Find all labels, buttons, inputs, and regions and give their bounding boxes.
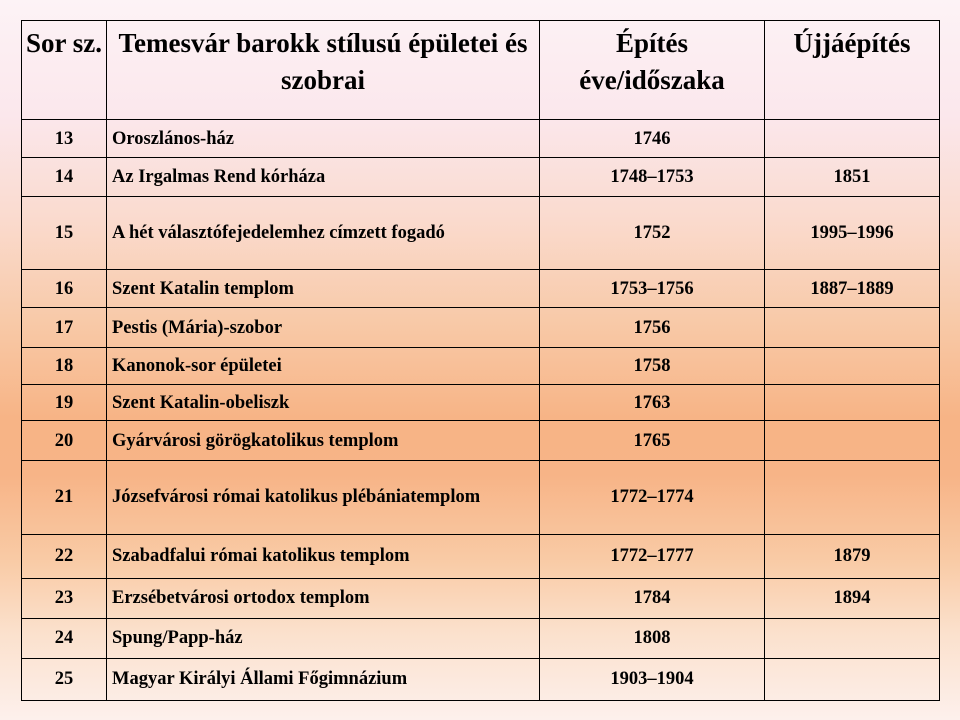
row-rebuilt (765, 348, 940, 385)
row-name: Az Irgalmas Rend kórháza (107, 158, 540, 197)
row-built: 1772–1774 (540, 460, 765, 534)
row-name: Erzsébetvárosi ortodox templom (107, 578, 540, 618)
table-row (22, 421, 940, 460)
row-number: 25 (22, 658, 107, 700)
row-rebuilt: 1894 (765, 578, 940, 618)
row-rebuilt (765, 308, 940, 348)
row-built: 1758 (540, 348, 765, 385)
row-rebuilt: 1879 (765, 534, 940, 578)
row-rebuilt (765, 385, 940, 421)
row-number: 19 (22, 385, 107, 421)
row-name: Spung/Papp-ház (107, 618, 540, 658)
row-rebuilt (765, 618, 940, 658)
table-row (22, 120, 940, 158)
row-built: 1752 (540, 197, 765, 270)
row-number: 13 (22, 120, 107, 158)
row-name: A hét választófejedelemhez címzett fogadó (107, 197, 540, 270)
table-row (22, 658, 940, 700)
row-rebuilt (765, 460, 940, 534)
row-name: Kanonok-sor épületei (107, 348, 540, 385)
header-number: Sor sz. (22, 21, 107, 120)
row-number: 16 (22, 270, 107, 308)
row-name: Szabadfalui római katolikus templom (107, 534, 540, 578)
row-rebuilt: 1887–1889 (765, 270, 940, 308)
table-row (22, 578, 940, 618)
table-row (22, 618, 940, 658)
row-number: 22 (22, 534, 107, 578)
row-number: 17 (22, 308, 107, 348)
row-rebuilt (765, 421, 940, 460)
header-rebuilt: Újjáépítés (765, 21, 940, 120)
table-row (22, 197, 940, 270)
row-number: 23 (22, 578, 107, 618)
row-rebuilt (765, 120, 940, 158)
row-number: 21 (22, 460, 107, 534)
row-built: 1808 (540, 618, 765, 658)
row-built: 1756 (540, 308, 765, 348)
table-row (22, 460, 940, 534)
row-built: 1772–1777 (540, 534, 765, 578)
table-row (22, 348, 940, 385)
row-name: Magyar Királyi Állami Főgimnázium (107, 658, 540, 700)
table-row (22, 270, 940, 308)
header-built: Építés éve/időszaka (540, 21, 765, 120)
row-number: 24 (22, 618, 107, 658)
row-rebuilt: 1995–1996 (765, 197, 940, 270)
header-row (22, 21, 940, 120)
table-row (22, 158, 940, 197)
row-built: 1753–1756 (540, 270, 765, 308)
row-built: 1763 (540, 385, 765, 421)
table-row (22, 534, 940, 578)
row-name: Józsefvárosi római katolikus plébániatemplom (107, 460, 540, 534)
row-built: 1746 (540, 120, 765, 158)
row-rebuilt: 1851 (765, 158, 940, 197)
row-name: Szent Katalin templom (107, 270, 540, 308)
row-number: 15 (22, 197, 107, 270)
row-name: Gyárvárosi görögkatolikus templom (107, 421, 540, 460)
row-name: Pestis (Mária)-szobor (107, 308, 540, 348)
row-rebuilt (765, 658, 940, 700)
table-row (22, 308, 940, 348)
row-number: 20 (22, 421, 107, 460)
row-name: Szent Katalin-obeliszk (107, 385, 540, 421)
row-number: 14 (22, 158, 107, 197)
row-built: 1903–1904 (540, 658, 765, 700)
table-row (22, 385, 940, 421)
row-built: 1765 (540, 421, 765, 460)
row-built: 1748–1753 (540, 158, 765, 197)
row-number: 18 (22, 348, 107, 385)
row-name: Oroszlános-ház (107, 120, 540, 158)
header-name: Temesvár barokk stílusú épületei és szobrai (107, 21, 540, 120)
row-built: 1784 (540, 578, 765, 618)
baroque-buildings-table (21, 20, 940, 701)
